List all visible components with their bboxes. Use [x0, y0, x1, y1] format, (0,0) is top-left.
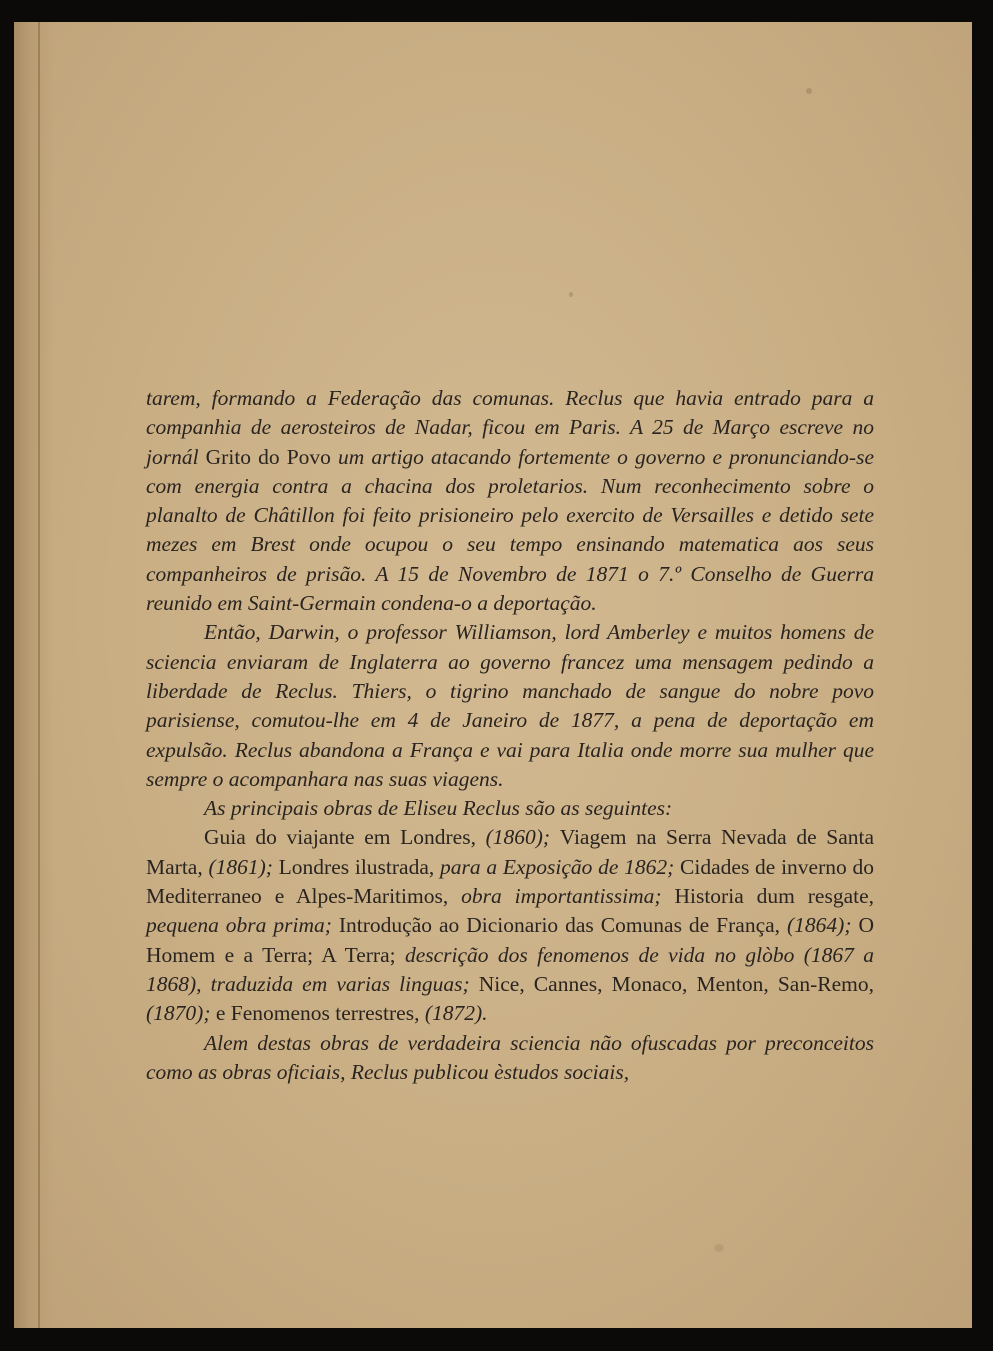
paragraph — [146, 1029, 874, 1088]
paragraph — [146, 794, 874, 823]
text-span: e Fenomenos terrestres, — [215, 1001, 425, 1026]
text-span: (1861); — [208, 854, 279, 879]
text-span: Alem destas obras de verdadeira sciencia não ofuscadas por preconceitos como as obras oficiais, Reclus publicou èstudos sociais, — [146, 1030, 874, 1084]
text-span: As principais obras de Eliseu Reclus são as seguintes: — [204, 796, 673, 821]
paragraph — [146, 384, 874, 618]
body-text — [146, 384, 874, 1087]
text-span: (1860); — [485, 825, 560, 850]
text-span: Nice, Cannes, Monaco, Menton, San-Remo, — [478, 971, 874, 996]
text-span: Guia do viajante em Londres, — [204, 825, 486, 850]
text-span: pequena obra prima; — [146, 913, 339, 938]
text-span: (1870); — [146, 1001, 216, 1026]
text-span: Cidades de inverno do Mediterraneo e Alpes-Maritimos, — [146, 854, 874, 909]
paper-stain — [569, 292, 573, 297]
text-span: Introdução ao Dicionario das Comunas de França, — [338, 913, 788, 938]
paragraph — [146, 823, 874, 1028]
text-span: para a Exposição de 1862; — [440, 854, 681, 879]
text-span: (1864); — [787, 913, 859, 938]
text-span: O Homem e a Terra; A Terra; — [146, 913, 874, 967]
text-span: Viagem na Serra Nevada de Santa Marta, — [146, 825, 875, 879]
paragraph — [146, 618, 874, 794]
paper-stain — [714, 1244, 724, 1252]
text-span: Grito do Povo — [205, 444, 338, 469]
binding-edge — [38, 22, 40, 1328]
text-span: obra importantissima; — [461, 884, 675, 909]
paper-stain — [806, 88, 812, 94]
text-span: um artigo atacando fortemente o governo e pronunciando-se com energia contra a chacina dos proletarios. Num reconhecimento sobre o planalto de Châtillon foi feito prisioneiro pelo exercito de Versailles e detido sete mezes em Brest onde ocupou o seu tempo ensinando matematica aos seus companheiros de prisão. A 15 de Novembro de 1871 o 7.º Conselho de Guerra reunido em Saint-Germain condena-o a deportação. — [146, 444, 875, 616]
text-span: descrição dos fenomenos de vida no glòbo (1867 a 1868), traduzida em varias linguas; — [146, 942, 874, 996]
text-span: Londres ilustrada, — [278, 854, 440, 879]
text-span: (1872). — [424, 1001, 488, 1026]
page-fold-shadow — [14, 22, 54, 1328]
text-span: Historia dum resgate, — [674, 884, 874, 909]
book-page — [14, 22, 972, 1328]
text-span: tarem, formando a Federação das comunas. Reclus que havia entrado para a companhia de aerosteiros de Nadar, ficou em Paris. A 25 de Março escreve no jornál — [146, 386, 874, 469]
text-span: Então, Darwin, o professor Williamson, lord Amberley e muitos homens de sciencia enviaram de Inglaterra ao governo francez uma mensagem pedindo a liberdade de Reclus. Thiers, o tigrino manchado de sangue do nobre povo parisiense, comutou-lhe em 4 de Janeiro de 1877, a pena de deportação em expulsão. Reclus abandona a França e vai para Italia onde morre sua mulher que sempre o acompanhara nas suas viagens. — [146, 620, 874, 791]
